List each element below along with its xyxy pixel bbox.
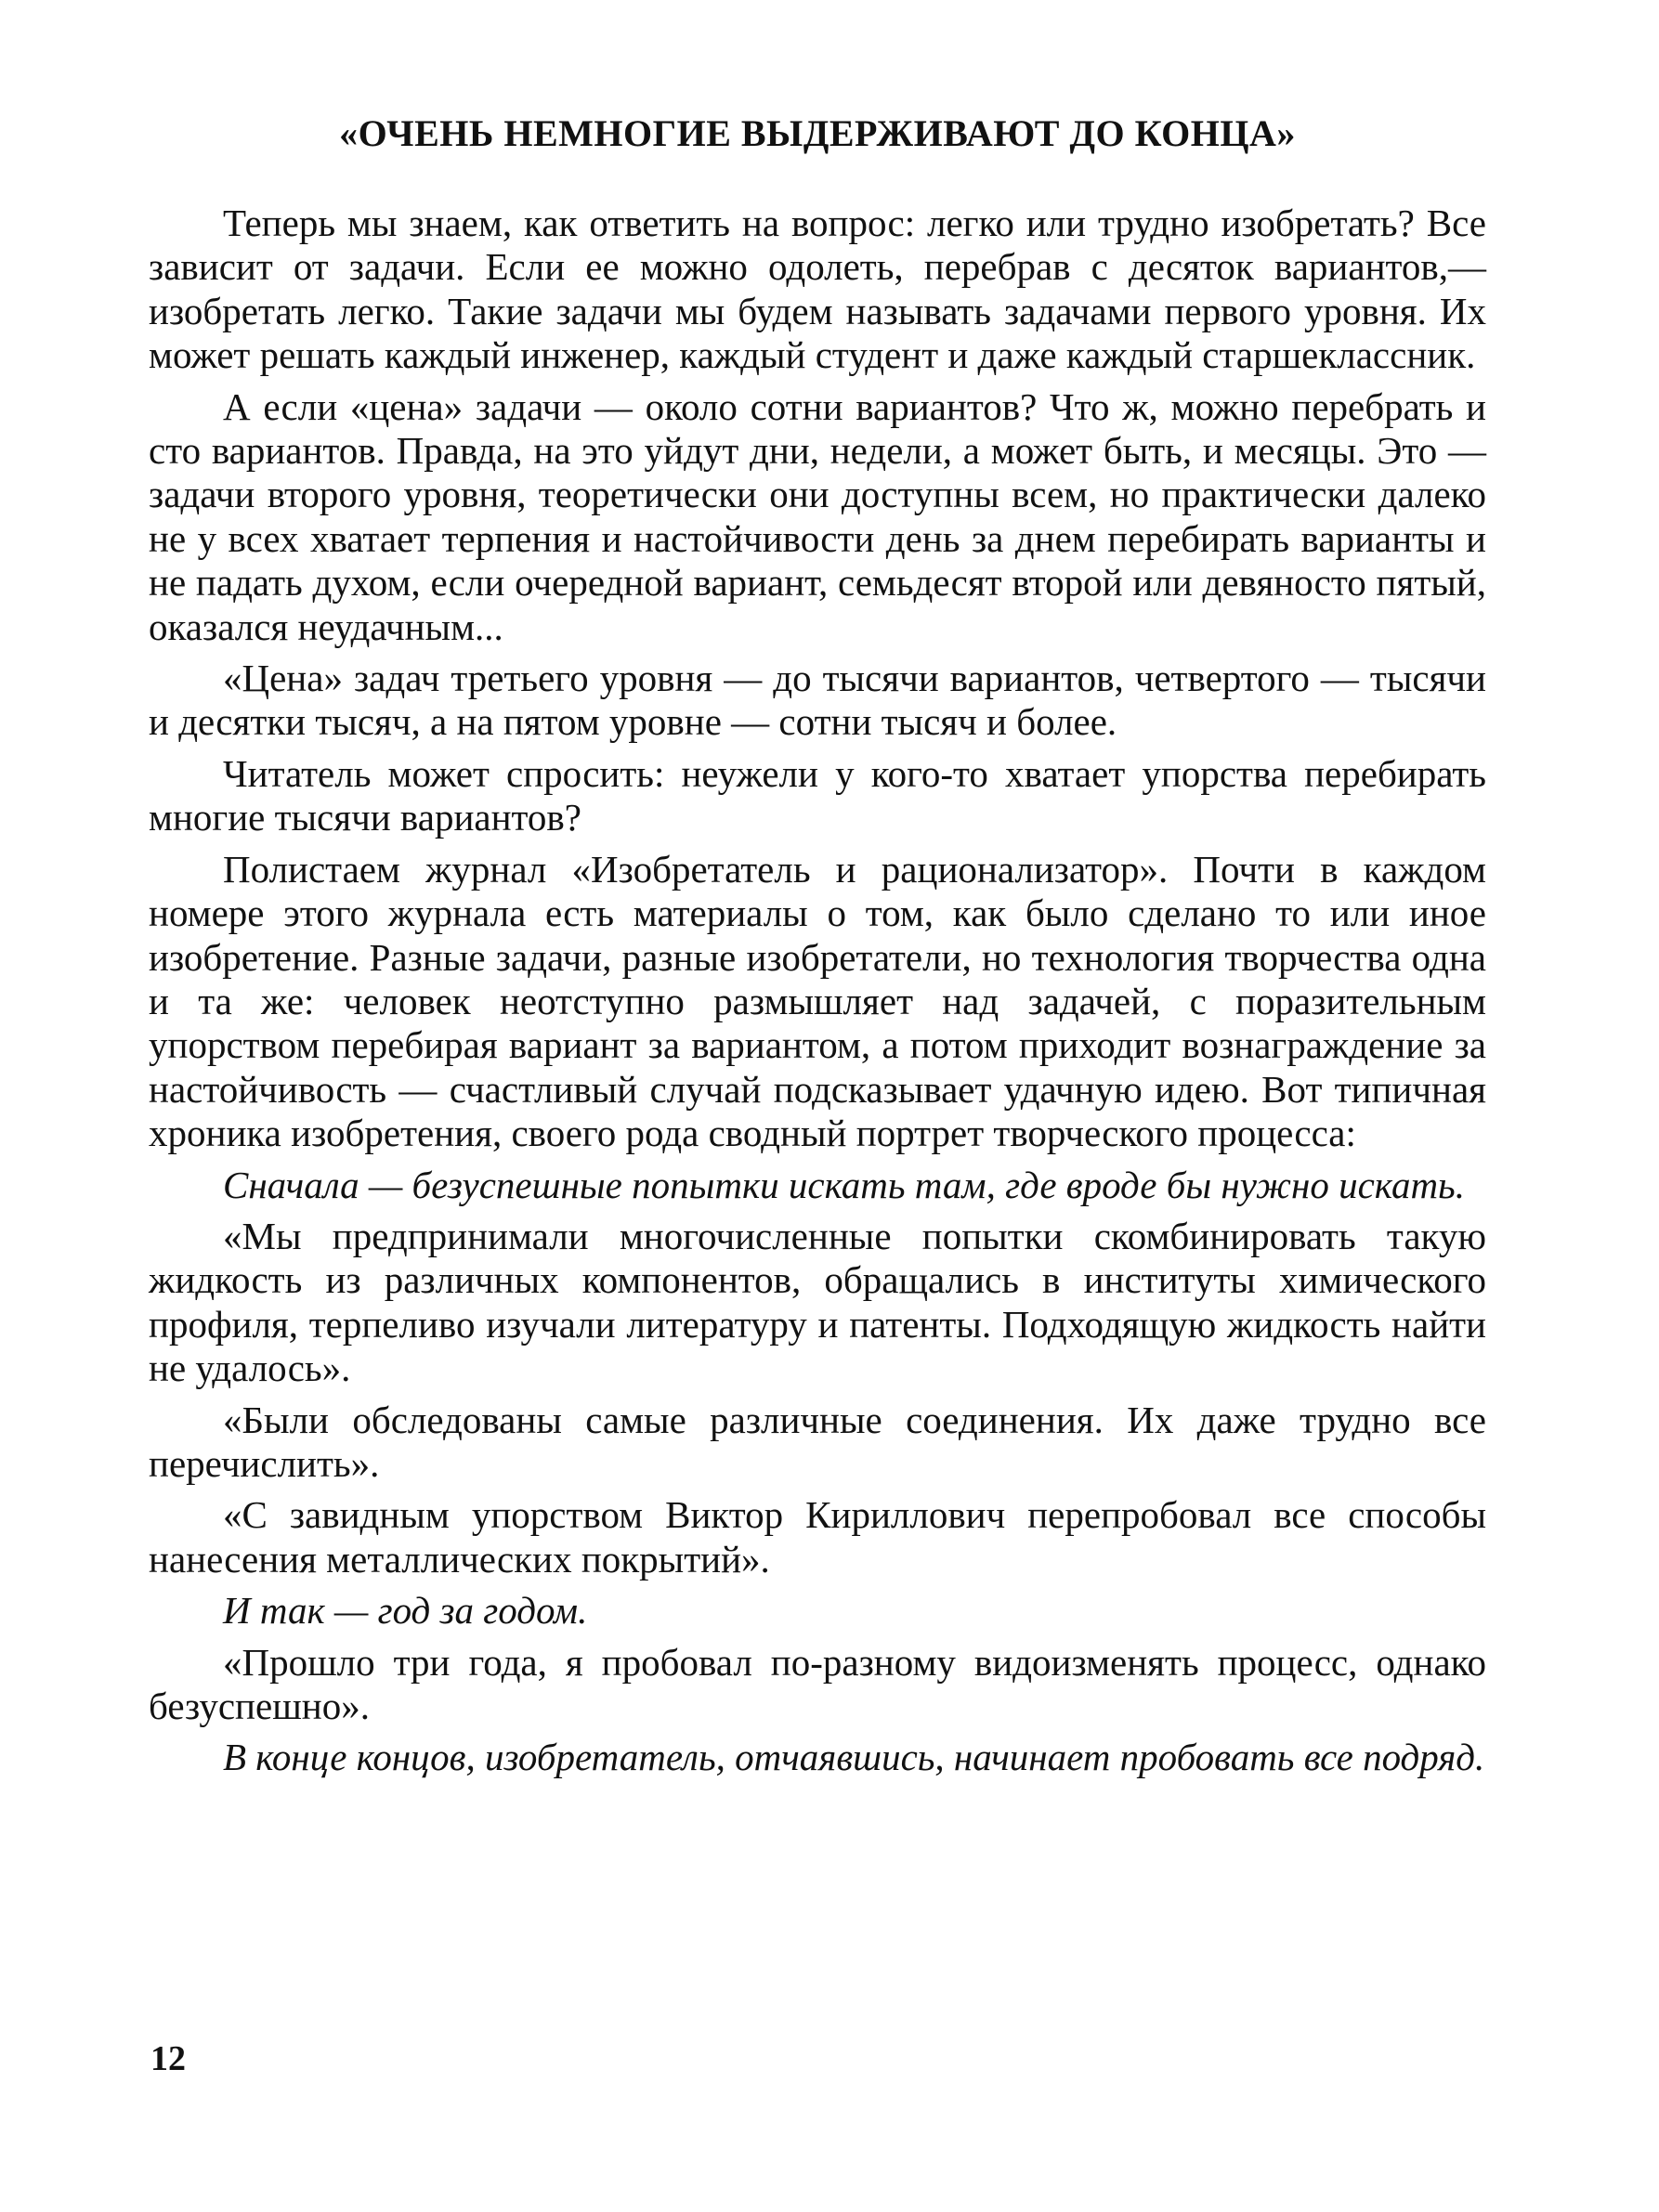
quote-paragraph-1: «Мы предпринимали многочисленные попытки скомбинировать такую жидкость из различных компонентов, обращались в институты химического профиля, терпеливо изучали литературу и патенты. Подходящую жидкость найти не удалось».: [149, 1214, 1486, 1390]
quote-paragraph-2: «Были обследованы самые различные соединения. Их даже трудно все перечислить».: [149, 1398, 1486, 1485]
section-heading: «ОЧЕНЬ НЕМНОГИЕ ВЫДЕРЖИВАЮТ ДО КОНЦА»: [339, 112, 1296, 154]
document-page: [149, 111, 1486, 1788]
italic-paragraph-1: Сначала — безуспешные попытки искать там, где вроде бы нужно искать.: [223, 1163, 1465, 1206]
italic-paragraph-3: В конце концов, изобретатель, отчаявшись, начинает пробовать все подряд.: [223, 1736, 1485, 1779]
quote-paragraph-3: «С завидным упорством Виктор Кириллович перепробовал все способы нанесения металлических покрытий».: [149, 1493, 1486, 1581]
paragraph-2: А если «цена» задачи — около сотни вариантов? Что ж, можно перебрать и сто вариантов. Правда, на это уйдут дни, недели, а может быть, и месяцы. Это — задачи второго уровня, теоретически они доступны всем, но практически далеко не у всех хватает терпения и настойчивости день за днем перебирать варианты и не падать духом, если очередной вариант, семьдесят второй или девяносто пятый, оказался неудачным...: [149, 384, 1486, 648]
paragraph-5: Полистаем журнал «Изобретатель и рационализатор». Почти в каждом номере этого журнала есть материалы о том, как было сделано то или иное изобретение. Разные задачи, разные изобретатели, но технология творчества одна и та же: человек неотступно размышляет над задачей, с поразительным упорством перебирая вариант за вариантом, а потом приходит вознаграждение за настойчивость — счастливый случай подсказывает удачную идею. Вот типичная хроника изобретения, своего рода сводный портрет творческого процесса:: [149, 847, 1486, 1155]
paragraph-1: Теперь мы знаем, как ответить на вопрос: легко или трудно изобретать? Все зависит от задачи. Если ее можно одолеть, перебрав с десяток вариантов,— изобретать легко. Такие задачи мы будем называть задачами первого уровня. Их может решать каждый инженер, каждый студент и даже каждый старшеклассник.: [149, 202, 1486, 377]
page-number: 12: [150, 2039, 186, 2078]
paragraph-4: Читатель может спросить: неужели у кого-то хватает упорства перебирать многие тысячи вариантов?: [149, 751, 1486, 839]
italic-paragraph-2: И так — год за годом.: [223, 1589, 588, 1633]
paragraph-3: «Цена» задач третьего уровня — до тысячи вариантов, четвертого — тысячи и десятки тысяч, а на пятом уровне — сотни тысяч и более.: [149, 657, 1486, 744]
quote-paragraph-4: «Прошло три года, я пробовал по-разному видоизменять процесс, однако безуспешно».: [149, 1640, 1486, 1727]
